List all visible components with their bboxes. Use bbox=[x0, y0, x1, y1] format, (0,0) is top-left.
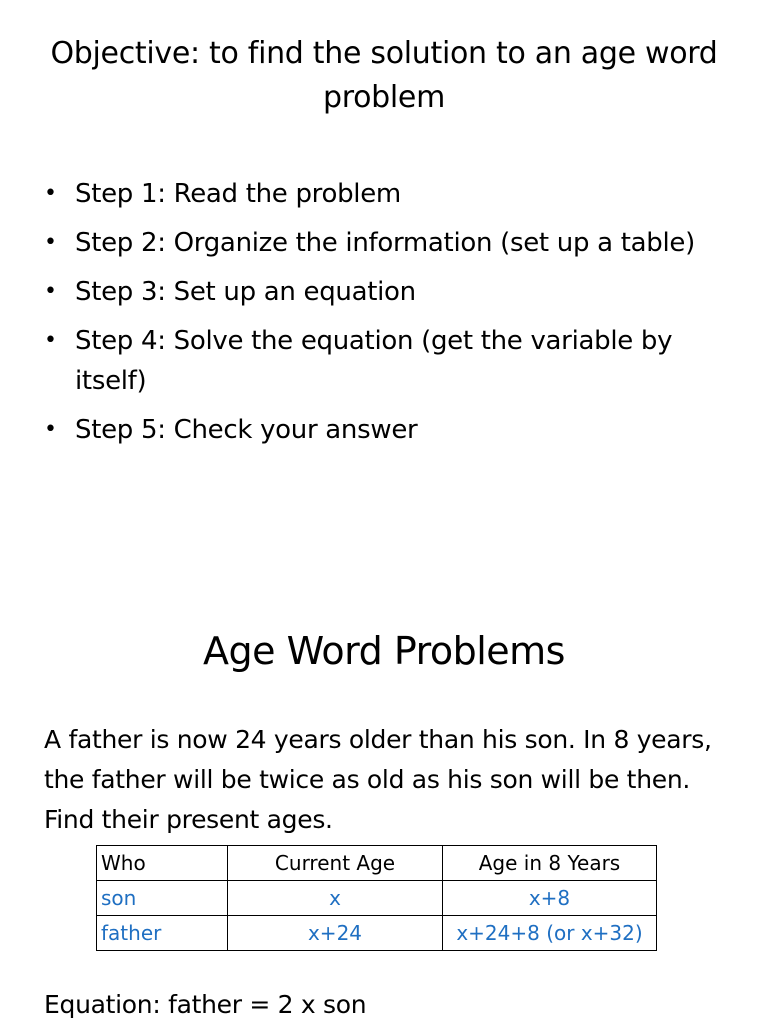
table-cell: x bbox=[228, 881, 443, 916]
list-item bbox=[44, 272, 734, 312]
list-item bbox=[44, 410, 734, 450]
bullet-icon: • bbox=[44, 417, 57, 442]
step-text: Step 4: Solve the equation (get the variable by itself) bbox=[75, 326, 673, 396]
table-header-cell: Age in 8 Years bbox=[443, 846, 657, 881]
age-table bbox=[96, 845, 657, 951]
slide-title: Objective: to find the solution to an age word problem bbox=[50, 36, 718, 115]
table-cell: father bbox=[97, 916, 228, 951]
step-text: Step 2: Organize the information (set up a table) bbox=[75, 228, 695, 258]
list-item bbox=[44, 321, 734, 401]
list-item bbox=[44, 223, 734, 263]
table-cell: son bbox=[97, 881, 228, 916]
table-header-row bbox=[97, 846, 657, 881]
bullet-icon: • bbox=[44, 279, 57, 304]
problem-text: A father is now 24 years older than his son. In 8 years, the father will be twice as old as his son will be then. Find their present ages. bbox=[44, 725, 712, 834]
table-cell: x+24 bbox=[228, 916, 443, 951]
equation-text: Equation: father = 2 x son bbox=[44, 990, 367, 1019]
steps-list bbox=[44, 174, 734, 459]
bullet-icon: • bbox=[44, 328, 57, 353]
table-cell: x+8 bbox=[443, 881, 657, 916]
table-cell: x+24+8 (or x+32) bbox=[443, 916, 657, 951]
bullet-icon: • bbox=[44, 230, 57, 255]
bullet-icon: • bbox=[44, 181, 57, 206]
table-row bbox=[97, 881, 657, 916]
step-text: Step 5: Check your answer bbox=[75, 415, 418, 445]
table-header-cell: Who bbox=[97, 846, 228, 881]
table-row bbox=[97, 916, 657, 951]
list-item bbox=[44, 174, 734, 214]
table-header-cell: Current Age bbox=[228, 846, 443, 881]
step-text: Step 3: Set up an equation bbox=[75, 277, 416, 307]
step-text: Step 1: Read the problem bbox=[75, 179, 401, 209]
section-title: Age Word Problems bbox=[203, 629, 565, 673]
